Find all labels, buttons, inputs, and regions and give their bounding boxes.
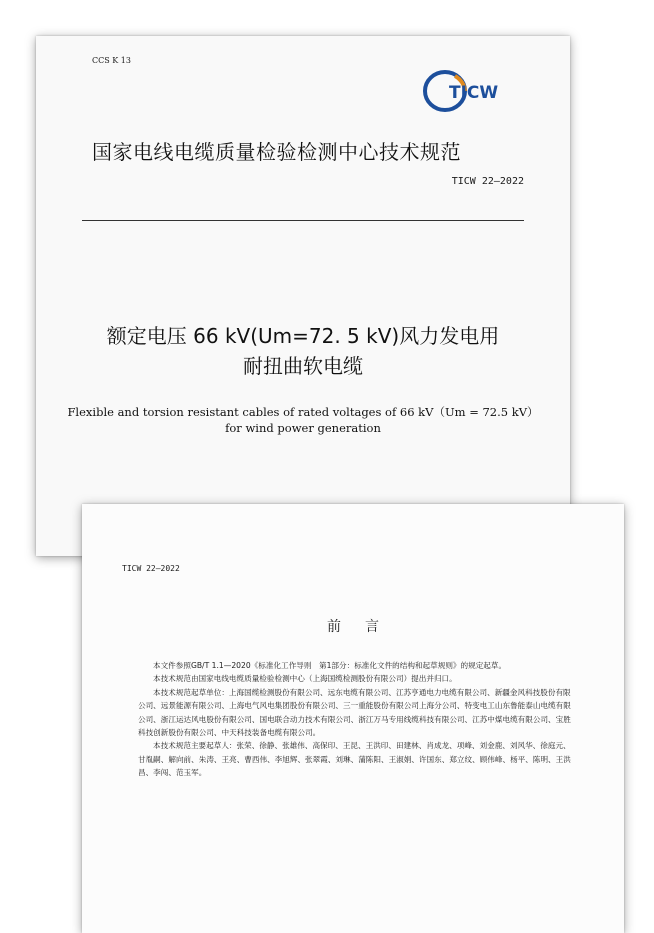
ticw-logo	[421, 70, 511, 112]
paragraph: 本技术规范由国家电线电缆质量检验检测中心（上海国缆检测股份有限公司）提出并归口。	[153, 674, 457, 684]
org-title: 国家电线电缆质量检验检测中心技术规范	[92, 140, 461, 164]
title-en-line1: Flexible and torsion resistant cables of rated voltages of 66 kV（Um = 72.5 kV）	[67, 405, 539, 419]
foreword-body	[138, 659, 578, 780]
title-cn-line1: 额定电压 66 kV(Um=72. 5 kV)风力发电用	[106, 324, 500, 348]
logo-text: TICW	[449, 83, 499, 103]
title-en-line2: for wind power generation	[225, 421, 381, 435]
document-title-en	[36, 404, 570, 436]
paragraph: 本技术规范主要起草人：张荣、徐静、张雄伟、高保印、王昆、王洪印、田建林、肖成龙、项峰、刘金鹿、刘风华、徐庭元、甘胤嗣、解向前、朱涛、王亮、曹西伟、李旭辉、张翠霞、刘琳、蒲陈阳、王淑娟、许国东、郑立纹、顾伟峰、杨平、陈明、王洪昌、李闯、范玉军。	[138, 741, 571, 778]
paragraph: 本技术规范起草单位：上海国缆检测股份有限公司、远东电缆有限公司、江苏亨通电力电缆有限公司、新疆金风科技股份有限公司、远景能源有限公司、上海电气风电集团股份有限公司、三一重能股份有限公司上海分公司、特变电工山东鲁能泰山电缆有限公司、浙江运达风电股份有限公司、国电联合动力技术有限公司、浙江万马专用线缆科技有限公司、江苏中煤电缆有限公司、宝胜科技创新股份有限公司、中天科技装备电缆有限公司。	[138, 687, 571, 738]
document-title-cn	[36, 321, 570, 381]
ccs-code: CCS K 13	[92, 56, 131, 65]
header-standard-number: TICW 22—2022	[122, 564, 180, 573]
paragraph: 本文件参照GB/T 1.1—2020《标准化工作导则 第1部分：标准化文件的结构和起草规则》的规定起草。	[153, 661, 507, 670]
foreword-page	[82, 504, 624, 933]
foreword-title: 前言	[327, 619, 403, 635]
standard-number: TICW 22—2022	[451, 176, 524, 187]
cover-page	[36, 36, 570, 556]
title-cn-line2: 耐扭曲软电缆	[243, 354, 363, 378]
divider	[82, 220, 524, 221]
